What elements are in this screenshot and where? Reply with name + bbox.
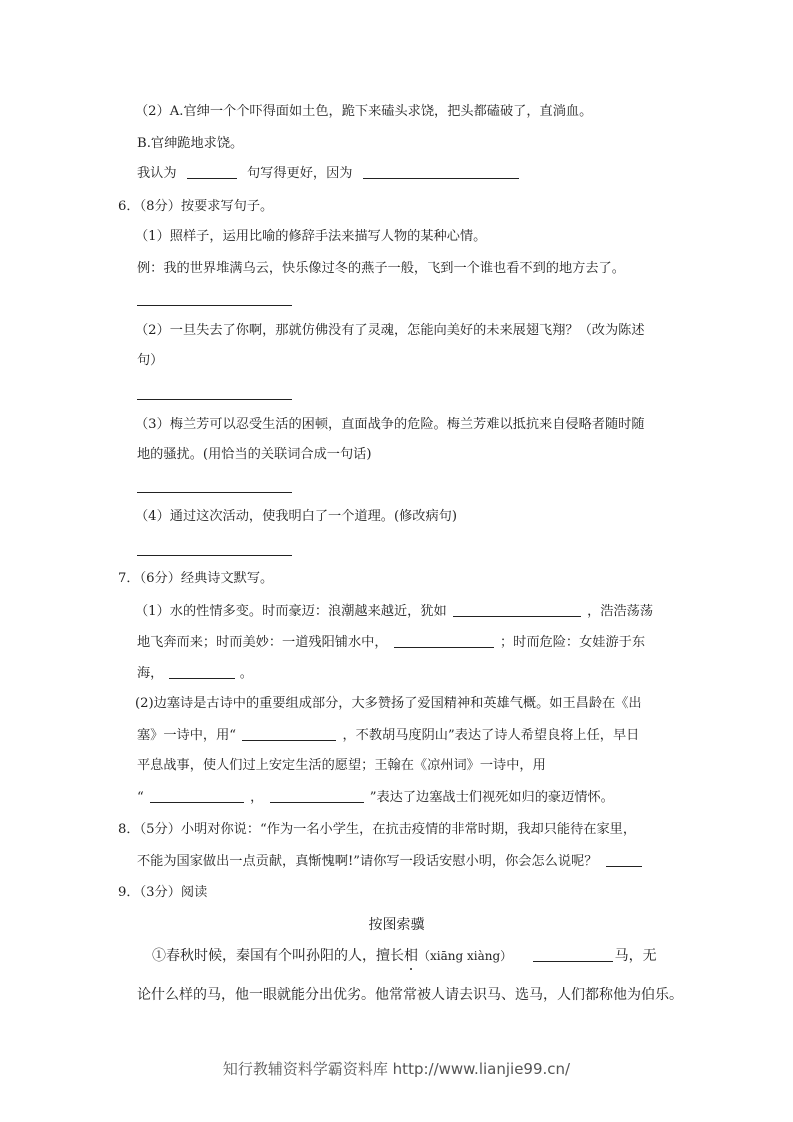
q6-example: 例：我的世界堆满乌云，快乐像过冬的燕子一般，飞到一个谁也看不到的地方去了。 (137, 261, 625, 276)
q5-blank-reason[interactable] (363, 164, 519, 179)
emphasis-char: 相 (404, 948, 418, 964)
q8-line2: 不能为国家做出一点贡献，真惭愧啊!”请你写一段话安慰小明，你会怎么说呢？ (137, 852, 642, 871)
q5-blank-choice[interactable] (187, 164, 237, 179)
q7-blank-5[interactable] (150, 788, 244, 803)
q6-answer-line-2[interactable] (137, 399, 292, 400)
q8-line1: 8．（5分）小明对你说：“作为一名小学生，在抗击疫情的非常时期，我却只能待在家里， (118, 822, 637, 837)
q5-option-b: B.官绅跪地求饶。 (137, 136, 244, 151)
q7-blank-3[interactable] (169, 664, 235, 679)
q7-blank-1[interactable] (453, 602, 581, 617)
q6-part3-line2: 地的骚扰。(用恰当的关联词合成一句话) (137, 447, 372, 462)
q7-part1-line1: （1）水的性情多变。时而豪迈：浪潮越来越近，犹如 ，浩浩荡荡 (135, 604, 654, 619)
footer-watermark: 知行教辅资料学霸资料库 http://www.lianjie99.cn/ (222, 1060, 571, 1078)
q7-part2-line2: 塞》一诗中，用“ ，不教胡马度阴山”表达了诗人希望良将上任，早日 (137, 728, 640, 743)
q7-part1-line3: 海， 。 (137, 666, 253, 681)
q6-answer-line-4[interactable] (137, 555, 292, 556)
q5-answer-line: 我认为 句写得更好，因为 (137, 164, 519, 183)
q6-answer-line-1[interactable] (137, 305, 292, 306)
q7-part2-line3: 平息战事，使人们过上安定生活的愿望；王翰在《凉州词》一诗中，用 (137, 758, 546, 773)
q7-blank-6[interactable] (270, 788, 364, 803)
q9-blank-1[interactable] (533, 947, 613, 962)
article-para1-line2: 论什么样的马，他一眼就能分出优劣。他常常被人请去识马、选马，人们都称他为伯乐。 (137, 987, 683, 1003)
q6-title: 6．（8分）按要求写句子。 (118, 199, 274, 214)
q7-blank-4[interactable] (242, 726, 336, 741)
q7-title: 7．（6分）经典诗文默写。 (118, 571, 274, 586)
q6-part1: （1）照样子，运用比喻的修辞手法来描写人物的某种心情。 (135, 229, 487, 244)
q5-option-a: （2）A.官绅一个个吓得面如土色，跪下来磕头求饶，把头都磕破了，直淌血。 (135, 104, 593, 119)
article-title: 按图索骥 (368, 917, 425, 933)
q7-blank-2[interactable] (394, 633, 494, 648)
q6-part2-line2: 句） (137, 353, 164, 368)
q6-part4: （4）通过这次活动，使我明白了一个道理。(修改病句) (135, 509, 457, 524)
q6-part3-line1: （3）梅兰芳可以忍受生活的困顿，直面战争的危险。梅兰芳难以抵抗来自侵略者随时随 (135, 417, 645, 432)
q7-part2-line1: (2)边塞诗是古诗中的重要组成部分，大多赞扬了爱国精神和英雄气概。如王昌龄在《出 (135, 696, 642, 711)
q7-part2-line4: “ ， ”表达了边塞战士们视死如归的豪迈情怀。 (137, 790, 614, 805)
q9-title: 9．（3分）阅读 (118, 885, 208, 900)
q7-part1-line2: 地飞奔而来；时而美妙：一道残阳铺水中， ；时而危险：女娃游于东 (137, 635, 646, 650)
q8-answer-blank[interactable] (606, 852, 642, 867)
q6-answer-line-3[interactable] (137, 492, 292, 493)
q6-part2-line1: （2）一旦失去了你啊，那就仿佛没有了灵魂，怎能向美好的未来展翅飞翔？（改为陈述 (135, 323, 645, 338)
article-para1-line1: ①春秋时候，秦国有个叫孙阳的人，擅长相（xiāng xiàng） 马，无 (152, 948, 657, 964)
